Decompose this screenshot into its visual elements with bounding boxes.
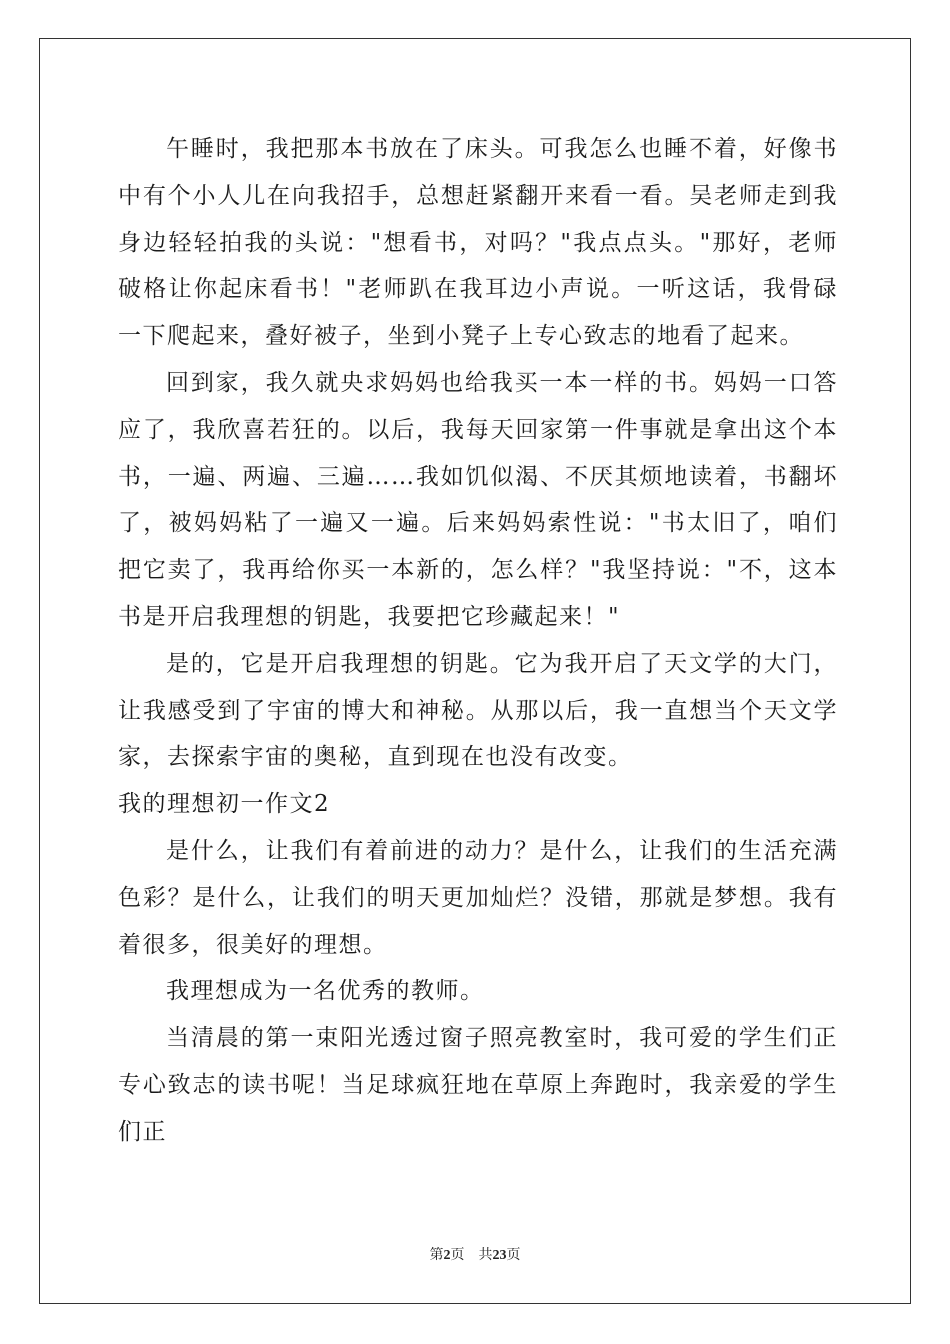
paragraph: 我理想成为一名优秀的教师。 — [166, 978, 485, 1005]
footer-total-pages: 23 — [492, 1248, 507, 1263]
paragraph: 当清晨的第一束阳光透过窗子照亮教室时，我可爱的学生们正专心致志的读书呢！当足球疯狂地在草原上奔跑时，我亲爱的学生们正 — [118, 1025, 838, 1145]
paragraph: 午睡时，我把那本书放在了床头。可我怎么也睡不着，好像书中有个小人儿在向我招手，总想赶紧翻开来看一看。吴老师走到我身边轻轻拍我的头说："想看书，对吗？"我点点头。"那好，老师破格让你起床看书！"老师趴在我耳边小声说。一听这话，我骨碌一下爬起来，叠好被子，坐到小凳子上专心致志的地看了起来。 — [118, 136, 838, 350]
footer-page-suffix: 页 — [506, 1248, 521, 1263]
footer-page-mid: 页 共 — [450, 1248, 493, 1263]
paragraph: 回到家，我久就央求妈妈也给我买一本一样的书。妈妈一口答应了，我欣喜若狂的。以后，我每天回家第一件事就是拿出这个本书，一遍、两遍、三遍……我如饥似渴、不厌其烦地读着，书翻坏了，被妈妈粘了一遍又一遍。后来妈妈索性说："书太旧了，咱们把它卖了，我再给你买一本新的，怎么样？"我坚持说："不，这本书是开启我理想的钥匙，我要把它珍藏起来！" — [118, 369, 838, 630]
section-heading: 我的理想初一作文2 — [118, 791, 331, 818]
footer-page-prefix: 第 — [429, 1248, 444, 1263]
paragraph: 是什么，让我们有着前进的动力？是什么，让我们的生活充满色彩？是什么，让我们的明天更加灿烂？没错，那就是梦想。我有着很多，很美好的理想。 — [118, 837, 838, 958]
paragraph: 是的，它是开启我理想的钥匙。它为我开启了天文学的大门，让我感受到了宇宙的博大和神秘。从那以后，我一直想当个天文学家，去探索宇宙的奥秘，直到现在也没有改变。 — [118, 650, 838, 771]
footer-page-number: 2 — [443, 1248, 451, 1263]
page-footer — [0, 1244, 950, 1264]
document-body — [118, 126, 838, 1156]
